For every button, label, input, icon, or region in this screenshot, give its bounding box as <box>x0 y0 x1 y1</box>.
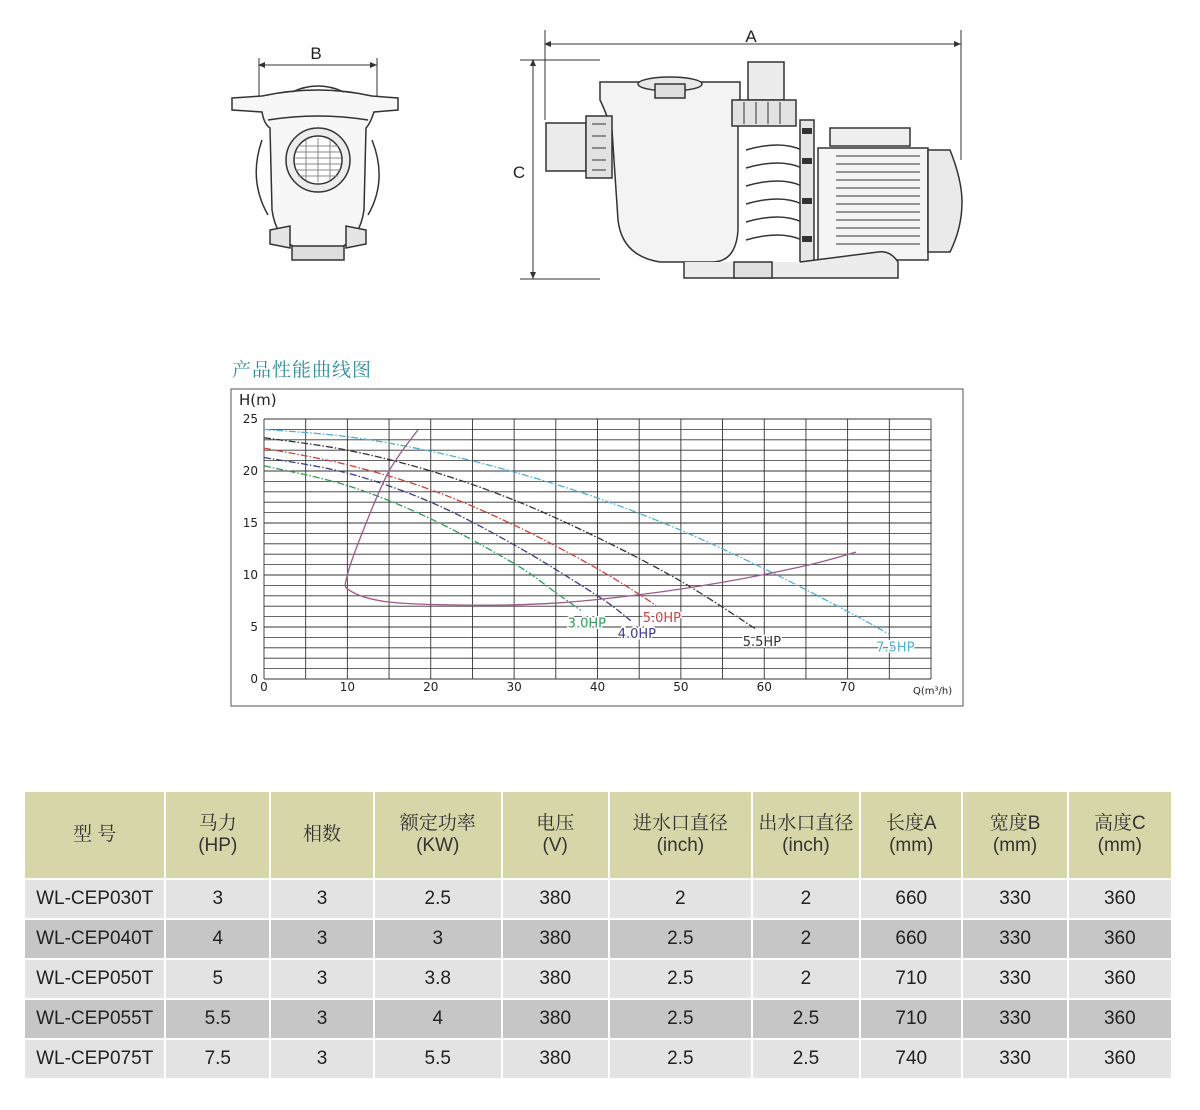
table-cell: 330 <box>962 879 1067 919</box>
table-cell: 3 <box>270 1039 374 1079</box>
x-tick-label: 60 <box>756 680 772 694</box>
header-unit: (inch) <box>782 835 830 856</box>
table-cell: 2 <box>752 879 860 919</box>
series-label: 7.5HP <box>876 640 915 656</box>
table-cell: WL-CEP040T <box>24 919 165 959</box>
header-unit: (mm) <box>1097 835 1142 856</box>
table-cell: 2.5 <box>609 959 752 999</box>
table-cell: 2.5 <box>609 999 752 1039</box>
x-tick-label: 10 <box>339 680 356 694</box>
table-row <box>24 999 1172 1039</box>
table-cell: WL-CEP055T <box>24 999 165 1039</box>
series-label: 3.0HP <box>567 616 606 632</box>
table-cell: 330 <box>962 1039 1067 1079</box>
table-cell: 2 <box>752 919 860 959</box>
pump-front-view <box>232 58 398 260</box>
dimension-label-a: A <box>745 27 757 46</box>
header-label: 长度A <box>885 813 937 834</box>
table-cell: 2.5 <box>374 879 502 919</box>
table-cell: 330 <box>962 919 1067 959</box>
table-cell: 2.5 <box>752 1039 860 1079</box>
table-cell: 3 <box>270 999 374 1039</box>
header-unit: (HP) <box>198 835 238 856</box>
series-label: 5.0HP <box>642 611 682 627</box>
header-unit: (mm) <box>992 835 1038 856</box>
chart-title: 产品性能曲线图 <box>232 359 373 381</box>
performance-chart <box>0 380 1200 720</box>
table-cell: WL-CEP030T <box>24 879 165 919</box>
table-header-cell <box>374 791 502 879</box>
table-header-cell <box>609 791 752 879</box>
series-label: 5.5HP <box>742 635 782 651</box>
x-tick-label: 20 <box>423 680 439 694</box>
dimension-label-c: C <box>512 163 526 182</box>
table-cell: 4 <box>374 999 502 1039</box>
table-cell: 380 <box>502 999 609 1039</box>
table-cell: 380 <box>502 879 609 919</box>
table-cell: 330 <box>962 959 1067 999</box>
table-row <box>24 1039 1172 1079</box>
table-cell: 360 <box>1068 1039 1172 1079</box>
x-tick-label: 50 <box>673 680 689 694</box>
table-body <box>24 879 1172 1079</box>
table-cell: 360 <box>1068 919 1172 959</box>
x-tick-label: 70 <box>839 680 856 694</box>
header-unit: (KW) <box>416 835 460 856</box>
x-tick-label: 40 <box>589 680 606 694</box>
header-unit: (mm) <box>889 835 934 856</box>
y-axis-label: H(m) <box>239 391 277 409</box>
y-tick-label: 5 <box>250 620 258 634</box>
table-cell: 3 <box>270 959 374 999</box>
table-cell: 2 <box>752 959 860 999</box>
table-cell: 5 <box>165 959 270 999</box>
table-cell: 710 <box>860 999 962 1039</box>
table-cell: 2.5 <box>609 1039 752 1079</box>
header-label: 出水口直径 <box>758 813 854 834</box>
table-cell: 380 <box>502 919 609 959</box>
table-cell: 660 <box>860 879 962 919</box>
table-cell: 330 <box>962 999 1067 1039</box>
table-cell: 360 <box>1068 879 1172 919</box>
table-header-cell <box>24 791 165 879</box>
table-cell: 5.5 <box>374 1039 502 1079</box>
y-tick-label: 20 <box>242 464 258 478</box>
x-axis-label: Q(m³/h) <box>913 686 953 697</box>
table-cell: 360 <box>1068 999 1172 1039</box>
table-cell: 4 <box>165 919 270 959</box>
table-row <box>24 879 1172 919</box>
table-cell: 3.8 <box>374 959 502 999</box>
table-cell: 5.5 <box>165 999 270 1039</box>
table-cell: 3 <box>270 879 374 919</box>
table-cell: 3 <box>270 919 374 959</box>
table-cell: 360 <box>1068 959 1172 999</box>
table-header-row <box>24 791 1172 879</box>
table-cell: WL-CEP050T <box>24 959 165 999</box>
x-tick-label: 30 <box>506 680 522 694</box>
spec-table <box>23 790 1173 1080</box>
table-header-cell <box>752 791 860 879</box>
header-label: 型 号 <box>73 824 117 845</box>
table-header-cell <box>165 791 270 879</box>
table-header-cell <box>502 791 609 879</box>
header-unit: (V) <box>542 835 568 856</box>
table-cell: 3 <box>165 879 270 919</box>
header-label: 额定功率 <box>399 813 476 834</box>
pump-drawings <box>0 0 1200 300</box>
header-unit: (inch) <box>656 835 705 856</box>
y-tick-label: 15 <box>242 516 258 530</box>
table-cell: 660 <box>860 919 962 959</box>
table-cell: 3 <box>374 919 502 959</box>
x-tick-label: 0 <box>260 680 268 694</box>
dimension-label-b: B <box>310 44 322 63</box>
header-label: 高度C <box>1093 813 1146 834</box>
table-cell: 380 <box>502 1039 609 1079</box>
series-label: 4.0HP <box>617 626 656 642</box>
pump-side-view <box>520 30 962 279</box>
table-cell: 740 <box>860 1039 962 1079</box>
header-label: 电压 <box>536 813 575 834</box>
table-cell: 2.5 <box>609 919 752 959</box>
header-label: 宽度B <box>989 813 1041 834</box>
y-tick-label: 10 <box>242 568 258 582</box>
header-label: 马力 <box>198 813 237 834</box>
header-label: 相数 <box>303 824 342 845</box>
table-cell: 2.5 <box>752 999 860 1039</box>
header-label: 进水口直径 <box>632 813 728 834</box>
table-header-cell <box>270 791 374 879</box>
y-tick-label: 25 <box>242 412 258 426</box>
table-row <box>24 959 1172 999</box>
table-cell: WL-CEP075T <box>24 1039 165 1079</box>
table-cell: 7.5 <box>165 1039 270 1079</box>
table-header-cell <box>962 791 1067 879</box>
table-cell: 710 <box>860 959 962 999</box>
table-header-cell <box>860 791 962 879</box>
table-header-cell <box>1068 791 1172 879</box>
y-tick-label: 0 <box>250 672 258 686</box>
table-cell: 2 <box>609 879 752 919</box>
table-cell: 380 <box>502 959 609 999</box>
table-row <box>24 919 1172 959</box>
